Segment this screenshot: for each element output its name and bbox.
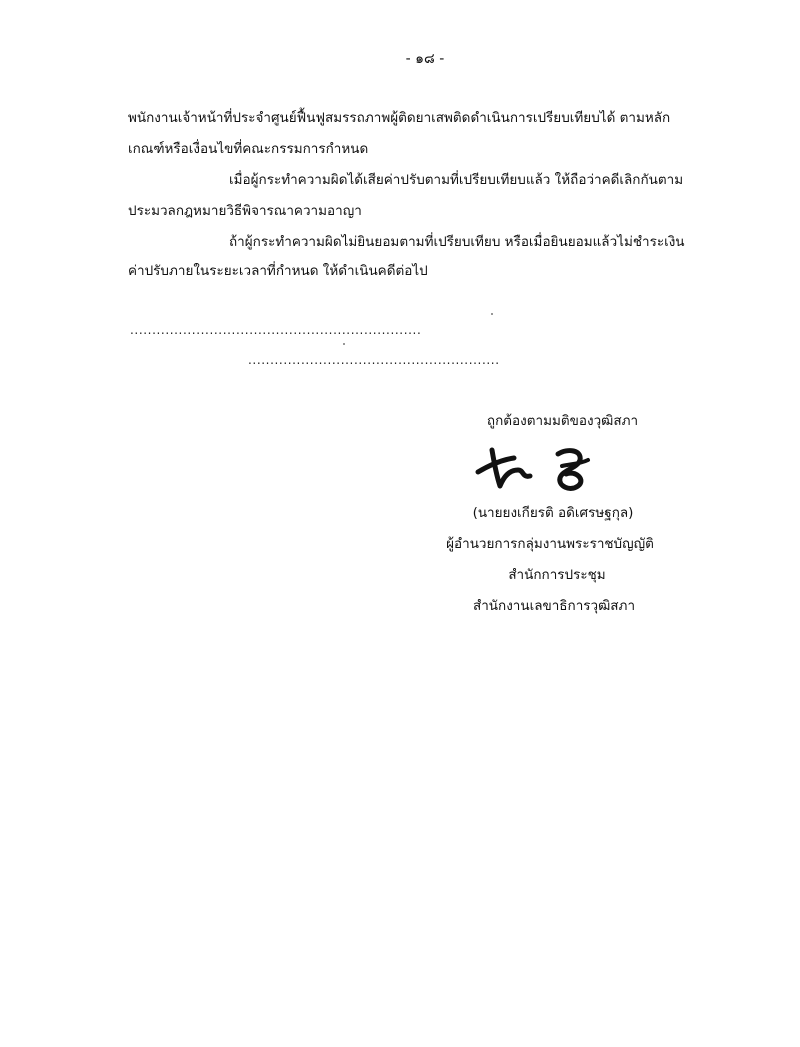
body-line-3: เมื่อผู้กระทำความผิดได้เสียค่าปรับตามที่เปรียบเทียบแล้ว ให้ถือว่าคดีเลิกกันตาม: [229, 172, 684, 188]
body-line-4: ประมวลกฎหมายวิธีพิจารณาความอาญา: [128, 203, 362, 219]
signatory-block: [400, 504, 710, 615]
signatory-name: (นายยงเกียรติ อดิเศรษฐกุล): [472, 505, 634, 521]
body-line-2: เกณฑ์หรือเงื่อนไขที่คณะกรรมการกำหนด: [128, 141, 369, 157]
certification-heading: ถูกต้องตามมติของวุฒิสภา: [486, 413, 639, 429]
body-line-6: ค่าปรับภายในระยะเวลาที่กำหนด ให้ดำเนินคดีต่อไป: [128, 263, 428, 279]
page-number: - ๑๘ -: [405, 51, 445, 67]
handwritten-signature: [470, 440, 600, 500]
dotted-separator-2: .........................................................: [248, 353, 500, 367]
body-line-5: ถ้าผู้กระทำความผิดไม่ยินยอมตามที่เปรียบเทียบ หรือเมื่อยินยอมแล้วไม่ชำระเงิน: [229, 234, 685, 250]
dotted-separator-1: ..................................................................: [130, 323, 422, 337]
signatory-bureau: สำนักการประชุม: [508, 567, 606, 583]
scan-speck: [343, 343, 345, 345]
body-line-1: พนักงานเจ้าหน้าที่ประจำศูนย์ฟื้นฟูสมรรถภาพผู้ติดยาเสพติดดำเนินการเปรียบเทียบได้ ตามหลัก: [128, 110, 671, 126]
scan-speck: [491, 313, 493, 315]
signatory-position: ผู้อำนวยการกลุ่มงานพระราชบัญญัติ: [446, 536, 654, 552]
signatory-office: สำนักงานเลขาธิการวุฒิสภา: [472, 598, 636, 614]
certification-heading-block: [400, 412, 710, 430]
